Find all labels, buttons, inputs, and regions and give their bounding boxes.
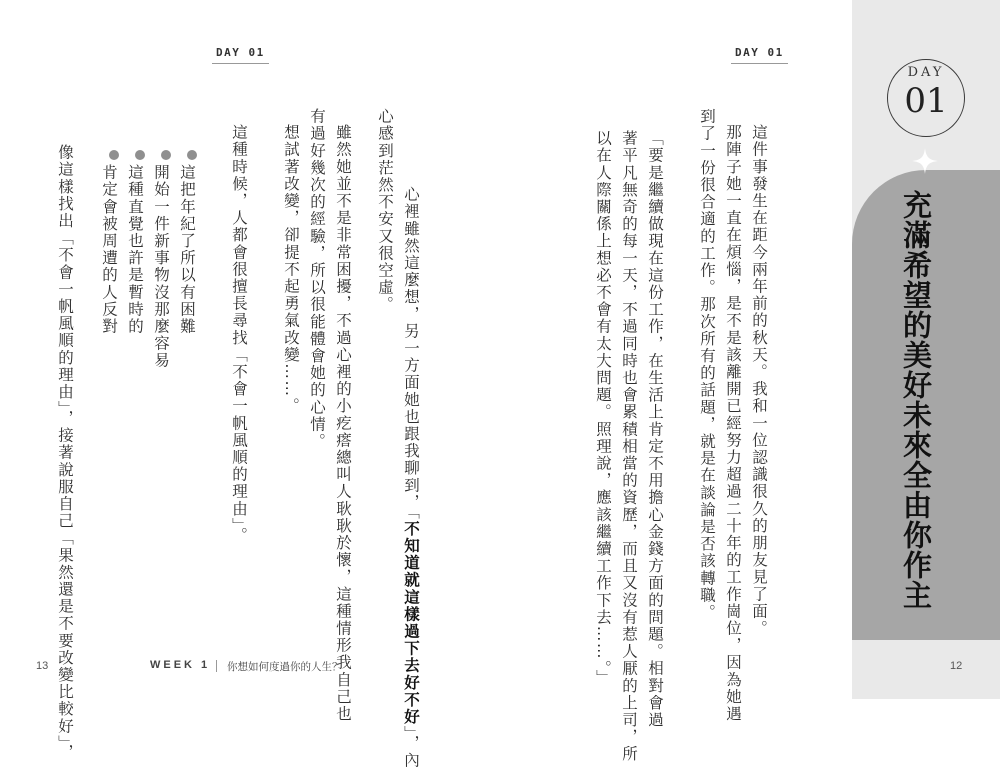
bullet-dot-icon: [161, 150, 171, 160]
bullet-dot-icon: [109, 150, 119, 160]
left-text-column-7: 像這樣找出「不會一帆風順的理由」，接著說服自己「果然還是不要改變比較好」，: [56, 143, 74, 761]
left-page-day-header: DAY 01: [216, 46, 265, 59]
bullet-dot-icon: [187, 150, 197, 160]
bullet-dot-icon: [135, 150, 145, 160]
bullet-item-2-text: 開始一件新事物沒那麼容易: [152, 164, 170, 370]
bullet-item-3: [122, 150, 148, 335]
sparkle-icon: [912, 148, 938, 174]
footer-chapter-title: 你想如何度過你的人生？: [227, 661, 343, 673]
left-text-column-2: 心感到茫然不安又很空虛。: [376, 108, 394, 314]
bullet-item-1: [174, 150, 200, 335]
bullet-item-2: [148, 150, 174, 369]
right-text-column-1: 這件事發生在距今兩年前的秋天。我和一位認識很久的朋友見了面。: [750, 123, 768, 637]
bullet-item-4: [96, 150, 122, 335]
right-page-number: 12: [950, 660, 963, 672]
badge-day-label: DAY: [907, 65, 945, 80]
left-text-column-4: 有過好幾次的經驗，所以很能體會她的心情。: [308, 108, 326, 450]
left-col1-text-b: 」，內: [402, 724, 420, 769]
right-text-column-3: 到了一份很合適的工作。那次所有的話題，就是在談論是否該轉職。: [698, 108, 716, 621]
right-text-column-2: 那陣子她一直在煩惱，是不是該離開已經努力超過二十年的工作崗位，因為她遇: [724, 123, 742, 722]
right-text-column-5: 著平凡無奇的每一天，不過同時也會累積相當的資歷，而且又沒有惹人厭的上司，所: [620, 130, 638, 763]
bullet-item-4-text: 肯定會被周遭的人反對: [100, 164, 118, 335]
left-text-column-3: 雖然她並不是非常困擾，不過心裡的小疙瘩總叫人耿耿於懷，這種情形我自己也: [334, 123, 352, 722]
left-text-column-5: 想試著改變，卻提不起勇氣改變……。: [282, 123, 300, 415]
right-text-column-6: 以在人際關係上想必不會有太大問題。照理說，應該繼續工作下去……。」: [594, 130, 612, 687]
chapter-main-title: 充滿希望的美好未來全由你作主: [899, 190, 933, 610]
right-text-column-4: 「要是繼續做現在這份工作，在生活上肯定不用擔心金錢方面的問題。相對會過: [646, 130, 664, 729]
footer-week-label: WEEK 1: [150, 659, 211, 671]
badge-day-number: 01: [904, 81, 948, 121]
emphasis-quote: 不知道就這樣過下去好不好: [402, 519, 420, 725]
left-page-number: 13: [36, 660, 49, 672]
footer-divider: [216, 660, 217, 672]
left-text-column-6: 這種時候，人都會很擅長尋找「不會一帆風順的理由」。: [230, 123, 248, 544]
bullet-item-3-text: 這種直覺也許是暫時的: [126, 164, 144, 335]
bullet-item-1-text: 這把年紀了所以有困難: [178, 164, 196, 335]
day-badge: [887, 59, 965, 137]
left-text-column-1: [398, 170, 424, 769]
right-page-day-header: DAY 01: [735, 46, 784, 59]
left-col1-text-a: 心裡雖然這麼想，另一方面她也跟我聊到，「: [402, 185, 420, 520]
